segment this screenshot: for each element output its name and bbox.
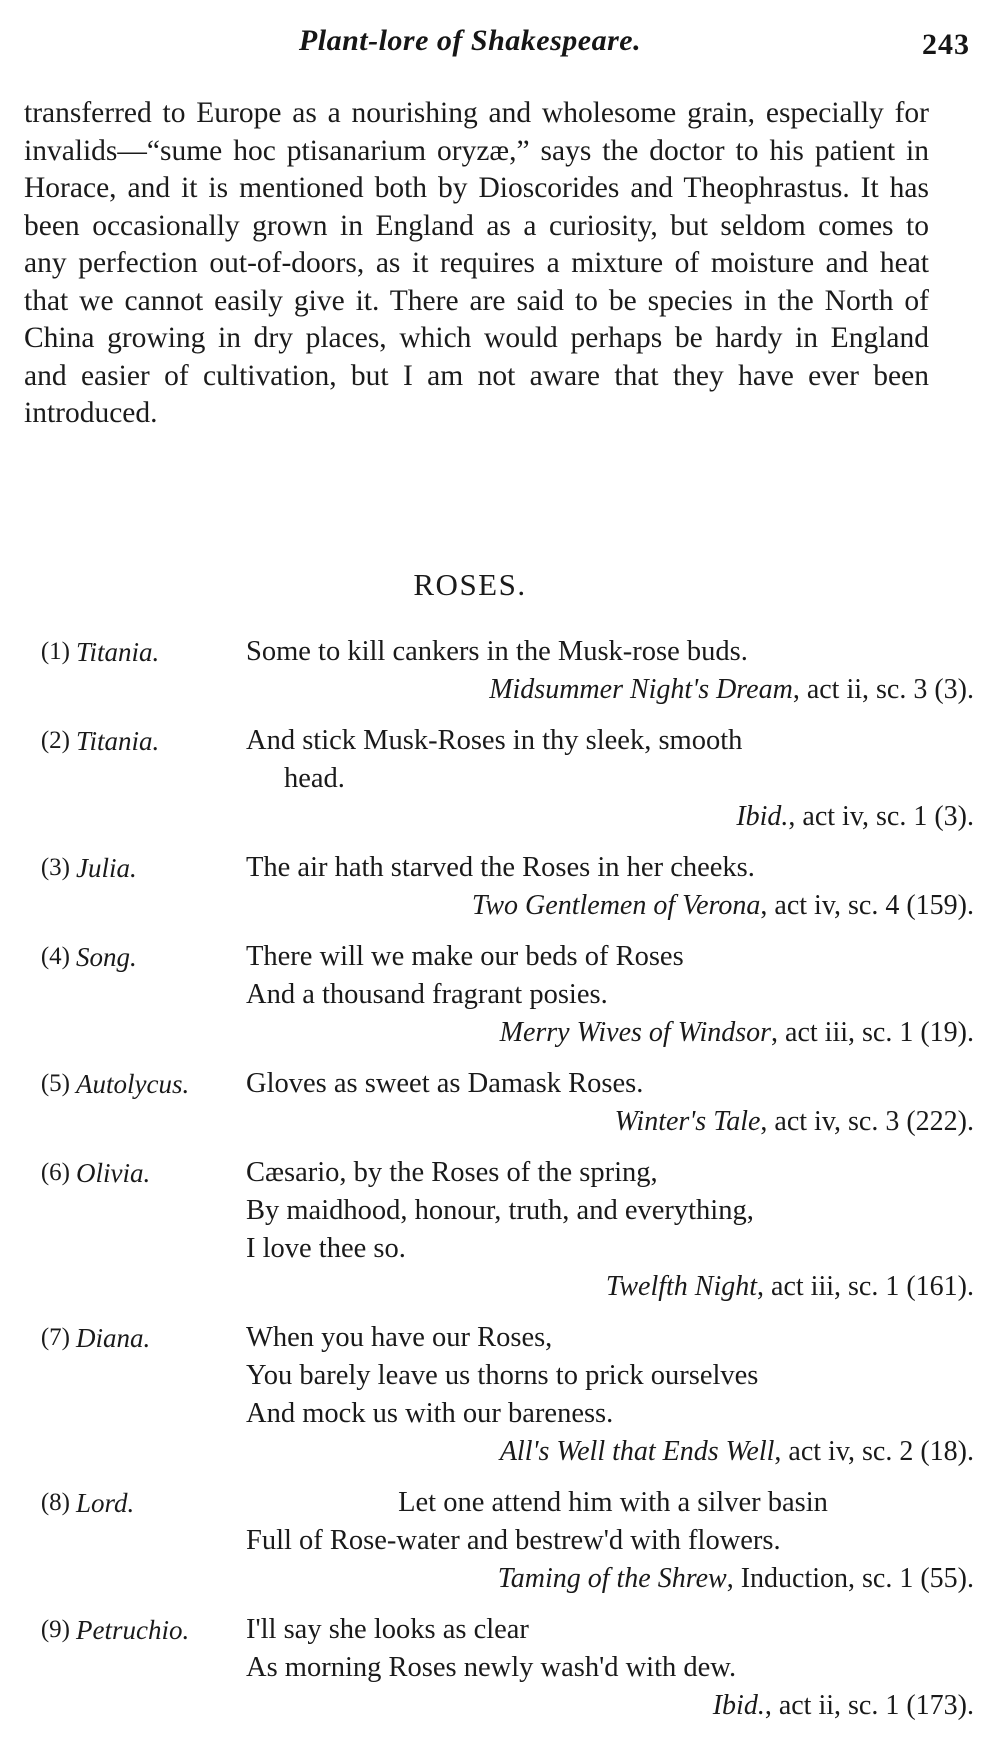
quotation-reference bbox=[246, 1687, 980, 1725]
reference-locator: , act iv, sc. 2 (18). bbox=[774, 1436, 974, 1467]
quotation-line: As morning Roses newly wash'd with dew. bbox=[246, 1652, 737, 1683]
quotation-list bbox=[18, 633, 980, 1738]
quotation-reference bbox=[246, 1433, 980, 1471]
quotation-line: You barely leave us thorns to prick ourselves bbox=[246, 1360, 759, 1391]
reference-work-title: All's Well that Ends Well bbox=[499, 1436, 775, 1467]
reference-locator: , act iv, sc. 4 (159). bbox=[760, 890, 974, 921]
quotation-speaker: Julia. bbox=[76, 853, 137, 883]
quotation-text bbox=[246, 633, 980, 709]
reference-locator: , act ii, sc. 3 (3). bbox=[792, 674, 974, 705]
quotation-line: Full of Rose-water and bestrew'd with flowers. bbox=[246, 1525, 781, 1556]
quotation-entry bbox=[18, 722, 980, 836]
quotation-line: By maidhood, honour, truth, and everything, bbox=[246, 1195, 754, 1226]
reference-locator: , act iii, sc. 1 (161). bbox=[757, 1271, 974, 1302]
reference-locator: , Induction, sc. 1 (55). bbox=[726, 1563, 974, 1594]
quotation-line: And mock us with our bareness. bbox=[246, 1398, 614, 1429]
quotation-text bbox=[246, 1065, 980, 1141]
quotation-number: (2) bbox=[40, 727, 70, 754]
quotation-number: (9) bbox=[40, 1616, 70, 1643]
quotation-number: (3) bbox=[40, 854, 70, 881]
quotation-reference bbox=[246, 1014, 980, 1052]
reference-work-title: Winter's Tale bbox=[614, 1106, 761, 1137]
quotation-number: (6) bbox=[40, 1159, 70, 1186]
quotation-line: I love thee so. bbox=[246, 1233, 406, 1264]
reference-locator: , act iv, sc. 1 (3). bbox=[788, 801, 974, 832]
reference-locator: , act ii, sc. 1 (173). bbox=[764, 1690, 974, 1721]
reference-work-title: Midsummer Night's Dream bbox=[489, 674, 793, 705]
quotation-entry bbox=[18, 1065, 980, 1141]
page-number: 243 bbox=[922, 28, 970, 61]
reference-locator: , act iii, sc. 1 (19). bbox=[771, 1017, 974, 1048]
quotation-entry bbox=[18, 1611, 980, 1725]
quotation-line: I'll say she looks as clear bbox=[246, 1614, 529, 1645]
quotation-line: And stick Musk-Roses in thy sleek, smooth bbox=[246, 725, 743, 756]
quotation-text bbox=[246, 1154, 980, 1306]
quotation-entry bbox=[18, 1154, 980, 1306]
quotation-number: (1) bbox=[40, 638, 70, 665]
quotation-reference bbox=[246, 1103, 980, 1141]
quotation-reference bbox=[246, 798, 980, 836]
quotation-line: Gloves as sweet as Damask Roses. bbox=[246, 1068, 644, 1099]
quotation-line: Some to kill cankers in the Musk-rose buds. bbox=[246, 636, 748, 667]
reference-work-title: Merry Wives of Windsor bbox=[499, 1017, 772, 1048]
running-head-title: Plant-lore of Shakespeare. bbox=[298, 24, 642, 57]
quotation-speaker: Diana. bbox=[76, 1323, 151, 1353]
quotation-line: The air hath starved the Roses in her cheeks. bbox=[246, 852, 755, 883]
quotation-line: When you have our Roses, bbox=[246, 1322, 553, 1353]
reference-work-title: Taming of the Shrew bbox=[497, 1563, 727, 1594]
quotation-entry bbox=[18, 1484, 980, 1598]
quotation-line: Cæsario, by the Roses of the spring, bbox=[246, 1157, 658, 1188]
reference-work-title: Twelfth Night bbox=[605, 1271, 758, 1302]
quotation-speaker: Song. bbox=[76, 942, 137, 972]
quotation-entry bbox=[18, 1319, 980, 1471]
quotation-speaker: Titania. bbox=[76, 637, 160, 667]
quotation-reference bbox=[246, 1268, 980, 1306]
quotation-line: head. bbox=[284, 763, 345, 794]
quotation-speaker: Petruchio. bbox=[76, 1615, 190, 1645]
body-paragraph: transferred to Europe as a nourishing and wholesome grain, especially for invalids—“sume hoc ptisanarium oryzæ,” says the doctor to his patient in Horace, and it is mentioned both by Dioscorides and Theophrastus. It has been occasionally grown in England as a curiosity, but seldom comes to any perfection out-of-doors, as it requires a mixture of moisture and heat that we cannot easily give it. There are said to be species in the North of China growing in dry places, which would perhaps be hardy in England and easier of cultivation, but I am not aware that they have ever been introduced. bbox=[24, 97, 929, 429]
quotation-text bbox=[246, 1484, 980, 1598]
quotation-speaker: Autolycus. bbox=[76, 1069, 190, 1099]
reference-work-title: Two Gentlemen of Verona bbox=[471, 890, 761, 921]
quotation-line: And a thousand fragrant posies. bbox=[246, 979, 608, 1010]
quotation-number: (4) bbox=[40, 943, 70, 970]
quotation-text bbox=[246, 938, 980, 1052]
running-head bbox=[20, 24, 980, 72]
quotation-entry bbox=[18, 938, 980, 1052]
quotation-speaker: Olivia. bbox=[76, 1158, 151, 1188]
quotation-speaker: Titania. bbox=[76, 726, 160, 756]
quotation-entry bbox=[18, 633, 980, 709]
quotation-text bbox=[246, 1319, 980, 1471]
reference-work-title: Ibid. bbox=[712, 1690, 765, 1721]
quotation-reference bbox=[246, 887, 980, 925]
quotation-number: (5) bbox=[40, 1070, 70, 1097]
reference-work-title: Ibid. bbox=[736, 801, 789, 832]
section-heading: ROSES. bbox=[413, 567, 527, 602]
quotation-number: (8) bbox=[40, 1489, 70, 1516]
reference-locator: , act iv, sc. 3 (222). bbox=[760, 1106, 974, 1137]
quotation-line: There will we make our beds of Roses bbox=[246, 941, 684, 972]
quotation-text bbox=[246, 1611, 980, 1725]
quotation-reference bbox=[246, 671, 980, 709]
quotation-entry bbox=[18, 849, 980, 925]
quotation-line: Let one attend him with a silver basin bbox=[398, 1487, 828, 1518]
quotation-text bbox=[246, 722, 980, 836]
quotation-speaker: Lord. bbox=[76, 1488, 135, 1518]
quotation-reference bbox=[246, 1560, 980, 1598]
quotation-number: (7) bbox=[40, 1324, 70, 1351]
quotation-text bbox=[246, 849, 980, 925]
